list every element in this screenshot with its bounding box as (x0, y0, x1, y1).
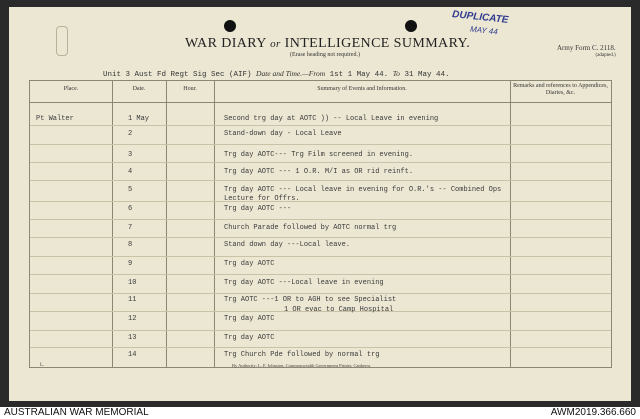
entry-summary: Trg AOTC ---1 OR to AGH to see Specialist (224, 296, 397, 304)
punch-hole-right (405, 20, 417, 32)
entry-date: 14 (128, 351, 137, 359)
date-time-label: Date and Time.—From (256, 69, 326, 78)
column-divider (112, 81, 113, 367)
form-title (185, 36, 470, 52)
entry-date: 7 (128, 224, 133, 232)
entry-summary: Trg day AOTC --- (224, 205, 292, 213)
form-subtitle: (Erase heading not required.) (290, 52, 360, 58)
entry-summary: Trg day AOTC--- Trg Film screened in evening. (224, 151, 414, 159)
entry-summary: Stand down day ---Local leave. (224, 241, 351, 249)
column-divider (214, 81, 215, 367)
archive-caption: AUSTRALIAN WAR MEMORIAL (4, 407, 149, 418)
entry-summary: 1 OR evac to Camp Hospital (284, 306, 394, 314)
to-label: To (392, 69, 400, 78)
entry-place: Pt Walter (36, 115, 74, 123)
to-value: 31 May 44. (404, 71, 450, 79)
row-rule (30, 237, 611, 238)
entry-summary: Lecture for Offrs. (224, 195, 300, 203)
row-rule (30, 219, 611, 220)
title-war-diary: WAR DIARY (185, 36, 267, 51)
duplicate-stamp-date: MAY 44 (469, 24, 499, 37)
entry-summary: Trg day AOTC --- 1 O.R. M/I as OR rid reinft. (224, 168, 414, 176)
entry-summary: Church Parade followed by AOTC normal trg (224, 224, 397, 232)
header-place: Place. (63, 86, 79, 92)
header-summary: Summary of Events and Information. (317, 86, 407, 92)
entry-summary: Trg Church Pde followed by normal trg (224, 351, 380, 359)
footer-authority: By Authority: L. F. Johnston, Commonwealth Government Printer, Canberra. (232, 363, 372, 368)
entry-date: 5 (128, 186, 133, 194)
unit-value: Unit 3 Aust Fd Regt Sig Sec (AIF) (103, 71, 252, 79)
from-value: 1st 1 May 44. (329, 71, 389, 79)
army-form-label: Army Form C. 2118. (557, 44, 616, 52)
column-divider (166, 81, 167, 367)
row-rule (30, 125, 611, 126)
row-rule (30, 274, 611, 275)
header-date: Date. (132, 86, 146, 92)
title-intelligence-summary: INTELLIGENCE SUMMARY. (284, 36, 471, 51)
entry-summary: Trg day AOTC --- Local leave in evening for O.R.'s -- Combined Ops (224, 186, 502, 194)
entry-date: 9 (128, 260, 133, 268)
row-rule (30, 256, 611, 257)
entry-date: 13 (128, 334, 137, 342)
entry-date: 8 (128, 241, 133, 249)
entry-date: 4 (128, 168, 133, 176)
entry-summary: Stand-down day - Local Leave (224, 130, 342, 138)
header-divider (30, 102, 611, 103)
column-divider (510, 81, 511, 367)
duplicate-stamp: DUPLICATE (451, 9, 509, 26)
paper-clip-mark (56, 26, 68, 56)
row-rule (30, 347, 611, 348)
archive-reference: AWM2019.366.660 (550, 407, 636, 418)
entry-date: 3 (128, 151, 133, 159)
army-form-note: (adapted.) (595, 53, 616, 58)
entry-summary: Trg day AOTC (224, 260, 275, 268)
entry-date: 10 (128, 279, 137, 287)
row-rule (30, 201, 611, 202)
entry-date: 11 (128, 296, 137, 304)
entry-date: 1 May (128, 115, 150, 123)
footer-mark: L. (40, 363, 45, 368)
row-rule (30, 180, 611, 181)
row-rule (30, 144, 611, 145)
title-or: or (270, 38, 281, 50)
entry-summary: Trg day AOTC ---Local leave in evening (224, 279, 384, 287)
diary-table (29, 80, 612, 368)
entry-date: 12 (128, 315, 137, 323)
entry-date: 6 (128, 205, 133, 213)
row-rule (30, 330, 611, 331)
header-remarks: Remarks and references to Appendices, Diaries, &c. (513, 83, 608, 96)
row-rule (30, 162, 611, 163)
header-hour: Hour. (183, 86, 197, 92)
entry-date: 2 (128, 130, 133, 138)
punch-hole-left (224, 20, 236, 32)
unit-date-line (103, 69, 449, 79)
row-rule (30, 293, 611, 294)
entry-summary: Second trg day at AOTC )) -- Local Leave in evening (224, 115, 439, 123)
entry-summary: Trg day AOTC (224, 315, 275, 323)
entry-summary: Trg day AOTC (224, 334, 275, 342)
army-form-number (557, 44, 616, 60)
